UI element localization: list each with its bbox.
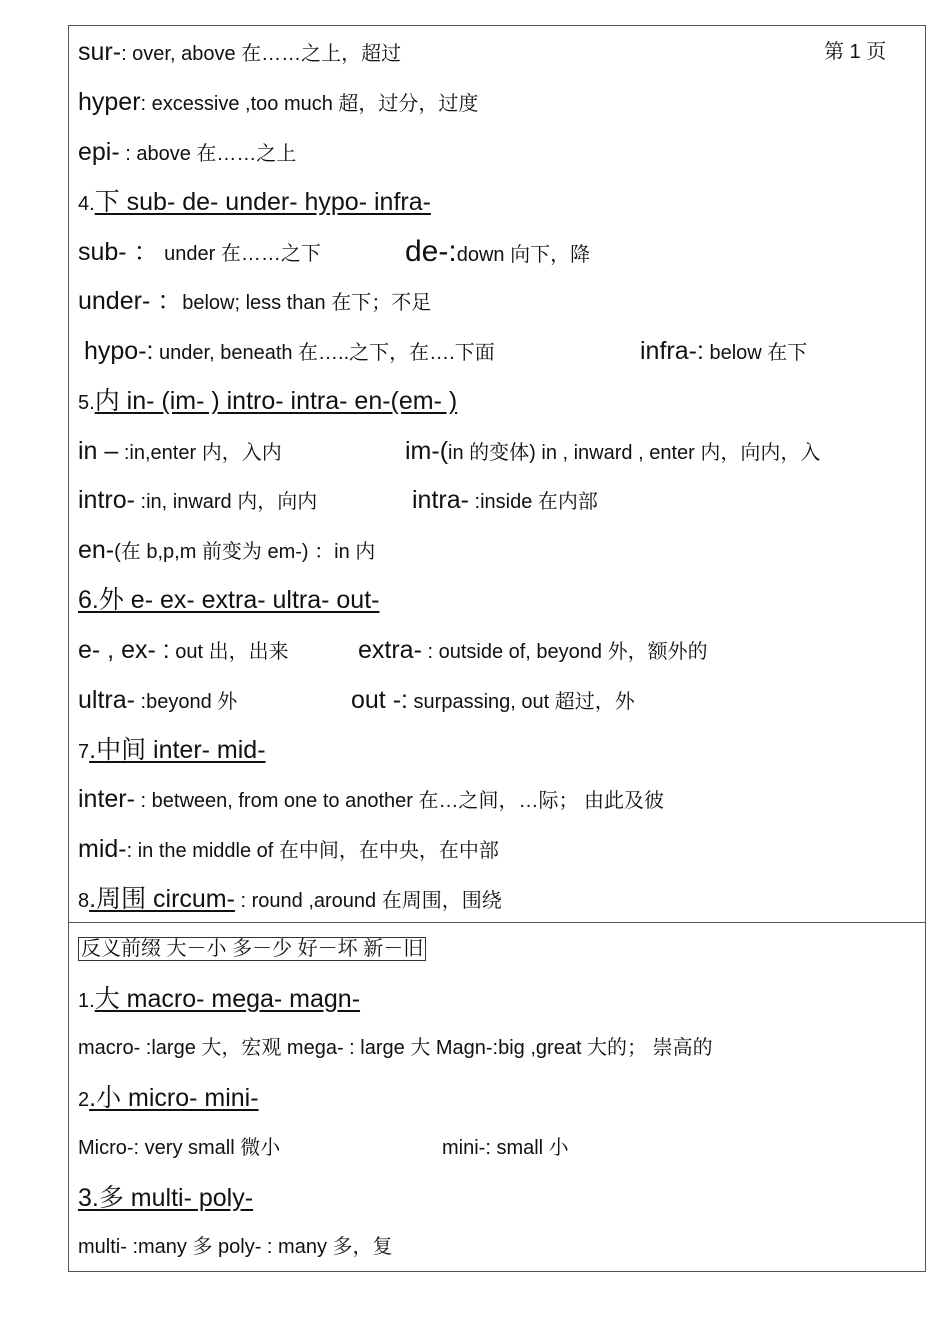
entry-hyper — [78, 87, 478, 117]
page-number: 第 1 页 — [824, 41, 887, 63]
heading-number: 7 — [78, 741, 90, 763]
prefix: intra- — [412, 486, 469, 514]
definition: : between, from one to another 在…之间，…际； 由此及彼 — [134, 790, 665, 812]
entry-inter — [78, 784, 664, 814]
definition: : excessive ,too much 超，过分，过度 — [140, 93, 479, 115]
entry-mid — [78, 834, 499, 864]
heading-7 — [78, 735, 266, 765]
definition: : above 在……之上 — [119, 143, 297, 165]
definition: :beyond 外 — [134, 691, 238, 713]
heading-4 — [78, 187, 431, 217]
entry-mini — [442, 1133, 569, 1163]
heading-many — [78, 1183, 253, 1213]
prefix: e- , ex- : — [78, 636, 170, 664]
heading-8 — [78, 884, 502, 914]
prefix: mid- — [78, 835, 127, 863]
definition: Micro-: very small 微小 — [78, 1137, 281, 1159]
heading-small — [78, 1083, 259, 1113]
entry-infra — [640, 336, 807, 366]
definition: surpassing, out 超过，外 — [407, 691, 635, 713]
heading-number: 2 — [78, 1089, 90, 1111]
heading-number: 1. — [78, 990, 95, 1012]
prefix: hypo-: — [84, 337, 154, 365]
entry-under — [78, 286, 431, 316]
entry-multi-poly — [78, 1232, 393, 1262]
prefix: extra- — [358, 636, 422, 664]
prefix: in – — [78, 437, 119, 465]
definition: :inside 在内部 — [468, 491, 598, 513]
entry-epi — [78, 137, 296, 167]
entry-de — [405, 237, 590, 267]
heading-5 — [78, 386, 457, 416]
entry-sub — [78, 237, 321, 267]
definition: : round ,around 在周围，围绕 — [234, 890, 502, 912]
definition: under 在……之下 — [158, 243, 321, 265]
antonym-heading — [78, 934, 426, 964]
definition: under, beneath 在…..之下，在….下面 — [153, 342, 495, 364]
heading-title: 6.外 e- ex- extra- ultra- out- — [78, 586, 380, 614]
definition: out 出，出来 — [169, 641, 289, 663]
prefix: im-( — [405, 437, 449, 465]
definition: : over, above 在……之上，超过 — [121, 43, 402, 65]
prefix: sur- — [78, 38, 122, 66]
definition: below; less than 在下；不足 — [182, 292, 432, 314]
prefix: sub- ： — [78, 238, 159, 266]
prefix: infra-: — [640, 337, 704, 365]
entry-intro — [78, 485, 317, 515]
heading-number: 4. — [78, 193, 95, 215]
prefix: inter- — [78, 785, 135, 813]
prefix: under- ： — [78, 287, 183, 315]
definition: multi- :many 多 poly- : many 多，复 — [78, 1236, 393, 1258]
prefix: en- — [78, 536, 115, 564]
entry-ultra — [78, 685, 237, 715]
definition: : outside of, beyond 外，额外的 — [421, 641, 708, 663]
entry-intra — [412, 485, 598, 515]
heading-title: .周围 circum- — [89, 885, 235, 913]
entry-e-ex — [78, 635, 289, 665]
definition: down 向下，降 — [456, 244, 591, 266]
heading-title: .小 micro- mini- — [89, 1084, 259, 1112]
heading-title: 内 in- (im- ) intro- intra- en-(em- ) — [94, 387, 458, 415]
prefix: hyper — [78, 88, 141, 116]
prefix: epi- — [78, 138, 120, 166]
heading-title: 大 macro- mega- magn- — [94, 985, 361, 1013]
prefix: de-: — [405, 235, 457, 268]
entry-hypo — [84, 336, 495, 366]
entry-im — [405, 436, 820, 466]
entry-en — [78, 535, 375, 565]
prefix: out -: — [351, 686, 408, 714]
antonym-heading-text: 反义前缀 大－小 多－少 好－坏 新－旧 — [78, 937, 426, 961]
heading-big — [78, 984, 360, 1014]
definition: below 在下 — [703, 342, 808, 364]
entry-in — [78, 436, 282, 466]
heading-title: .中间 inter- mid- — [89, 736, 266, 764]
heading-6 — [78, 585, 379, 615]
definition: macro- :large 大，宏观 mega- : large 大 Magn-:big ,great 大的； 崇高的 — [78, 1037, 713, 1059]
definition: : in the middle of 在中间，在中央，在中部 — [126, 840, 499, 862]
heading-number: 8 — [78, 890, 90, 912]
prefix: intro- — [78, 486, 135, 514]
definition: in 的变体) in , inward , enter 内，向内，入 — [448, 442, 821, 464]
heading-title: 下 sub- de- under- hypo- infra- — [94, 188, 431, 216]
heading-title: 3.多 multi- poly- — [78, 1184, 254, 1212]
heading-number: 5. — [78, 392, 95, 414]
entry-micro — [78, 1133, 280, 1163]
definition: mini-: small 小 — [442, 1137, 569, 1159]
entry-sur — [78, 37, 401, 67]
entry-out — [351, 685, 635, 715]
prefix: ultra- — [78, 686, 135, 714]
definition: :in,enter 内，入内 — [118, 442, 282, 464]
definition: :in, inward 内，向内 — [134, 491, 318, 513]
entry-extra — [358, 635, 708, 665]
entry-macro-mega-magn — [78, 1033, 713, 1063]
definition: (在 b,p,m 前变为 em-) ：in 内 — [114, 541, 376, 563]
